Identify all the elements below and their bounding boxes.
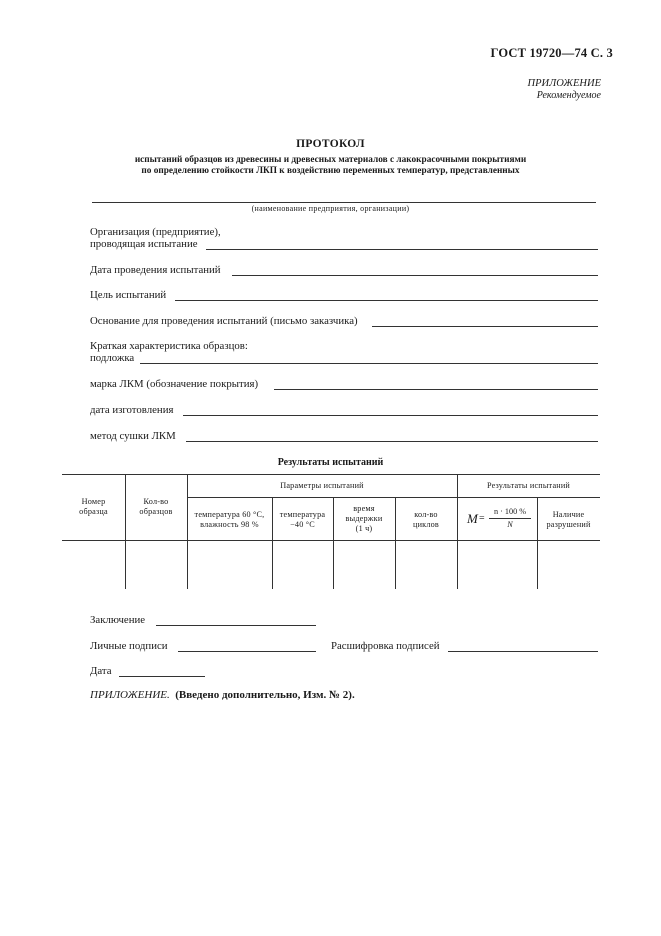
header-param-cold-line-2: −40 °С — [290, 520, 315, 529]
header-param-time — [333, 504, 395, 534]
purpose-input-line[interactable] — [175, 300, 598, 301]
test-date-label: Дата проведения испытаний — [90, 264, 221, 276]
formula-equals: = — [479, 513, 485, 524]
protocol-subtitle-line-2: по определению стойкости ЛКП к воздействию переменных температур, представленных — [141, 166, 520, 176]
header-damage — [537, 510, 600, 530]
lkm-brand-input-line[interactable] — [274, 389, 598, 390]
basis-input-line[interactable] — [372, 326, 598, 327]
header-param-cycles — [395, 510, 457, 530]
header-param-hot-line-2: влажность 98 % — [200, 520, 259, 529]
header-param-time-line-2: выдержки — [345, 514, 383, 523]
formula-denominator: N — [507, 520, 513, 529]
samples-heading: Краткая характеристика образцов: — [90, 340, 248, 352]
substrate-input-line[interactable] — [140, 363, 598, 364]
test-date-input-line[interactable] — [232, 275, 598, 276]
table-header-bottom — [62, 540, 600, 541]
drying-method-label: метод сушки ЛКМ — [90, 430, 176, 442]
manufacture-date-input-line[interactable] — [183, 415, 598, 416]
manufacture-date-label: дата изготовления — [90, 404, 174, 416]
drying-method-input-line[interactable] — [186, 441, 598, 442]
conclusion-label: Заключение — [90, 614, 146, 626]
header-sample-number — [62, 497, 125, 517]
header-sample-number-line-2: образца — [79, 507, 108, 516]
formula-numerator: n · 100 % — [493, 507, 527, 516]
protocol-title: ПРОТОКОЛ — [296, 138, 365, 150]
header-param-hot-line-1: температура 60 °С, — [194, 510, 265, 519]
decoding-input-line[interactable] — [448, 651, 598, 652]
date-label: Дата — [90, 665, 112, 677]
header-damage-line-1: Наличие — [552, 510, 585, 519]
table-col-divider — [187, 474, 188, 589]
header-param-hot — [187, 510, 272, 530]
header-damage-line-2: разрушений — [546, 520, 591, 529]
organization-input-line[interactable] — [206, 249, 598, 250]
header-sample-count — [125, 497, 187, 517]
substrate-label: подложка — [90, 352, 135, 364]
formula-fraction-bar — [489, 518, 531, 519]
header-test-results: Результаты испытаний — [486, 481, 571, 490]
purpose-label: Цель испытаний — [90, 289, 167, 301]
decoding-label: Расшифровка подписей — [331, 640, 440, 652]
protocol-subtitle — [60, 155, 601, 177]
results-title: Результаты испытаний — [277, 457, 384, 468]
header-sample-count-line-1: Кол-во — [143, 497, 169, 506]
organization-label-1: Организация (предприятие), — [90, 226, 221, 238]
table-col-divider — [125, 474, 126, 589]
header-param-cold-line-1: температура — [279, 510, 326, 519]
amendment-note-text: (Введено дополнительно, Изм. № 2). — [175, 689, 355, 701]
table-col-divider — [457, 474, 458, 589]
organization-name-line[interactable] — [92, 202, 596, 203]
header-param-cold — [272, 510, 333, 530]
conclusion-input-line[interactable] — [156, 625, 316, 626]
document-reference: ГОСТ 19720—74 С. 3 — [490, 46, 613, 60]
amendment-note-appendix: ПРИЛОЖЕНИЕ. — [90, 689, 170, 701]
signatures-label: Личные подписи — [90, 640, 168, 652]
appendix-label — [528, 78, 602, 102]
basis-label: Основание для проведения испытаний (письмо заказчика) — [90, 315, 358, 327]
header-param-cycles-line-2: циклов — [413, 520, 439, 529]
header-sample-number-line-1: Номер — [81, 497, 106, 506]
protocol-subtitle-line-1: испытаний образцов из древесины и древесных материалов с лакокрасочными покрытиями — [134, 155, 527, 165]
organization-label-2: проводящая испытание — [90, 238, 198, 250]
table-top-border — [62, 474, 600, 475]
formula-m: M — [467, 511, 478, 526]
appendix-title: ПРИЛОЖЕНИЕ — [527, 78, 601, 89]
header-test-parameters: Параметры испытаний — [280, 481, 364, 490]
date-input-line[interactable] — [119, 676, 205, 677]
signatures-input-line[interactable] — [178, 651, 316, 652]
header-param-time-line-3: (1 ч) — [355, 524, 373, 533]
header-sample-count-line-2: образцов — [139, 507, 173, 516]
appendix-status: Рекомендуемое — [536, 90, 601, 101]
lkm-brand-label: марка ЛКМ (обозначение покрытия) — [90, 378, 259, 390]
header-param-time-line-1: время — [353, 504, 375, 513]
table-group-divider — [187, 497, 600, 498]
organization-name-caption: (наименование предприятия, организации) — [251, 204, 410, 213]
header-param-cycles-line-1: кол-во — [414, 510, 438, 519]
amendment-note — [90, 689, 355, 701]
